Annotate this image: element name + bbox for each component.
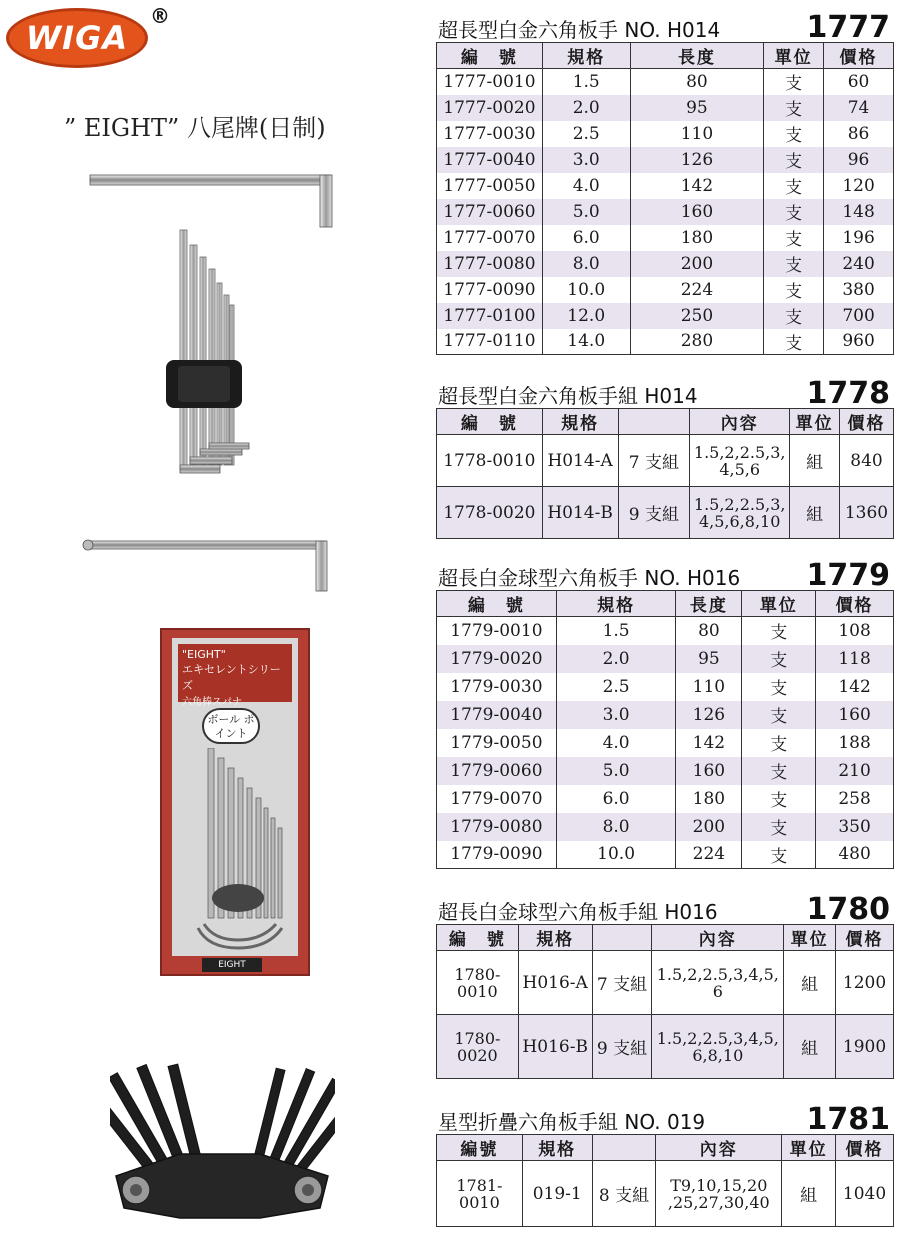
registered-mark: ® xyxy=(150,4,170,28)
cell-count: 9 支組 xyxy=(592,1015,652,1079)
col-header-contents: 內容 xyxy=(656,1135,782,1161)
section-title: 星型折疊六角板手組 NO. 019 xyxy=(438,1110,706,1134)
cell-unit: 支 xyxy=(764,95,824,121)
table-row xyxy=(437,147,894,173)
cell-unit: 支 xyxy=(764,199,824,225)
cell-price: 480 xyxy=(816,841,894,869)
table-header-row xyxy=(437,43,894,69)
col-header-spec: 規格 xyxy=(518,925,592,951)
logo-text: WIGA xyxy=(25,19,129,57)
cell-spec: 8.0 xyxy=(556,813,676,841)
cell-price: 188 xyxy=(816,729,894,757)
cell-code: 1779-0080 xyxy=(437,813,557,841)
cell-contents: 1.5,2,2.5,3,4,5, 6 xyxy=(652,951,784,1015)
table-body xyxy=(437,617,894,869)
section-header xyxy=(432,8,900,45)
ball-hex-key-package xyxy=(160,628,310,976)
table-row xyxy=(437,121,894,147)
cell-unit: 組 xyxy=(784,1015,836,1079)
table-header-row xyxy=(437,1135,894,1161)
col-header-count xyxy=(592,1135,656,1161)
price-table-1781 xyxy=(436,1134,894,1227)
table-row xyxy=(437,225,894,251)
section-header xyxy=(432,374,900,411)
cell-length: 160 xyxy=(630,199,764,225)
cell-price: 210 xyxy=(816,757,894,785)
brand-tagline: ” EIGHT” 八尾牌(日制) xyxy=(64,114,326,142)
section-title: 超長白金球型六角板手 NO. H016 xyxy=(438,566,741,590)
cell-code: 1779-0050 xyxy=(437,729,557,757)
table-body xyxy=(437,69,894,355)
cell-spec: 5.0 xyxy=(542,199,630,225)
cell-unit: 支 xyxy=(764,277,824,303)
table-body xyxy=(437,951,894,1079)
cell-price: 1360 xyxy=(839,487,893,539)
cell-code: 1777-0070 xyxy=(437,225,543,251)
table-row xyxy=(437,729,894,757)
cell-spec: H016-A xyxy=(518,951,592,1015)
table-body xyxy=(437,1161,894,1227)
cell-unit: 組 xyxy=(790,435,840,487)
col-header-unit: 單位 xyxy=(742,591,816,617)
cell-length: 126 xyxy=(630,147,764,173)
cell-price: 148 xyxy=(824,199,894,225)
cell-code: 1779-0030 xyxy=(437,673,557,701)
cell-contents: 1.5,2,2.5,3,4,5, 6,8,10 xyxy=(652,1015,784,1079)
cell-spec: 5.0 xyxy=(556,757,676,785)
col-header-spec: 規格 xyxy=(542,409,618,435)
folding-torx-key-set-image xyxy=(110,1058,335,1223)
col-header-length: 長度 xyxy=(676,591,742,617)
cell-spec: 14.0 xyxy=(542,329,630,355)
cell-code: 1779-0020 xyxy=(437,645,557,673)
col-header-unit: 單位 xyxy=(782,1135,836,1161)
cell-spec: 6.0 xyxy=(542,225,630,251)
col-header-unit: 單位 xyxy=(790,409,840,435)
cell-spec: 3.0 xyxy=(542,147,630,173)
cell-spec: 12.0 xyxy=(542,303,630,329)
cell-code: 1777-0030 xyxy=(437,121,543,147)
col-header-code: 編號 xyxy=(437,1135,523,1161)
col-header-price: 價格 xyxy=(836,925,894,951)
cell-code: 1779-0070 xyxy=(437,785,557,813)
cell-price: 96 xyxy=(824,147,894,173)
table-row xyxy=(437,95,894,121)
cell-length: 80 xyxy=(630,69,764,95)
col-header-contents: 內容 xyxy=(652,925,784,951)
cell-spec: 019-1 xyxy=(522,1161,592,1227)
cell-contents: T9,10,15,20 ,25,27,30,40 xyxy=(656,1161,782,1227)
cell-unit: 支 xyxy=(742,841,816,869)
table-row xyxy=(437,1015,894,1079)
cell-length: 126 xyxy=(676,701,742,729)
cell-unit: 支 xyxy=(742,785,816,813)
table-row xyxy=(437,251,894,277)
package-header xyxy=(178,644,292,708)
cell-count: 7 支組 xyxy=(592,951,652,1015)
section-number: 1781 xyxy=(806,1102,890,1137)
cell-count: 8 支組 xyxy=(592,1161,656,1227)
cell-contents: 1.5,2,2.5,3, 4,5,6 xyxy=(690,435,790,487)
cell-unit: 支 xyxy=(742,617,816,645)
col-header-code: 編 號 xyxy=(437,43,543,69)
table-row xyxy=(437,813,894,841)
cell-price: 142 xyxy=(816,673,894,701)
table-row xyxy=(437,173,894,199)
cell-spec: 4.0 xyxy=(542,173,630,199)
cell-unit: 組 xyxy=(782,1161,836,1227)
cell-price: 380 xyxy=(824,277,894,303)
section-number: 1778 xyxy=(806,376,890,411)
col-header-code: 編 號 xyxy=(437,591,557,617)
cell-contents: 1.5,2,2.5,3, 4,5,6,8,10 xyxy=(690,487,790,539)
cell-spec: 2.0 xyxy=(556,645,676,673)
table-header-row xyxy=(437,925,894,951)
cell-price: 86 xyxy=(824,121,894,147)
section-1777 xyxy=(432,8,900,355)
cell-length: 224 xyxy=(676,841,742,869)
cell-code: 1777-0020 xyxy=(437,95,543,121)
cell-code: 1781- 0010 xyxy=(437,1161,523,1227)
package-brand: "EIGHT" xyxy=(182,648,226,661)
cell-unit: 支 xyxy=(764,303,824,329)
table-row xyxy=(437,277,894,303)
cell-code: 1779-0090 xyxy=(437,841,557,869)
cell-spec: 2.0 xyxy=(542,95,630,121)
col-header-code: 編 號 xyxy=(437,925,519,951)
cell-code: 1780- 0020 xyxy=(437,1015,519,1079)
table-row xyxy=(437,329,894,355)
cell-code: 1777-0100 xyxy=(437,303,543,329)
cell-unit: 支 xyxy=(742,757,816,785)
package-ball-point-label: ボール ポイント xyxy=(202,708,260,744)
section-header xyxy=(432,890,900,927)
cell-code: 1780- 0010 xyxy=(437,951,519,1015)
cell-price: 1900 xyxy=(836,1015,894,1079)
cell-length: 95 xyxy=(630,95,764,121)
cell-length: 142 xyxy=(630,173,764,199)
table-row xyxy=(437,617,894,645)
cell-price: 840 xyxy=(839,435,893,487)
cell-code: 1777-0110 xyxy=(437,329,543,355)
col-header-code: 編 號 xyxy=(437,409,543,435)
col-header-price: 價格 xyxy=(824,43,894,69)
cell-unit: 支 xyxy=(764,225,824,251)
cell-spec: 1.5 xyxy=(542,69,630,95)
section-1779 xyxy=(432,556,900,869)
ball-hex-key-image xyxy=(80,535,340,595)
cell-spec: H016-B xyxy=(518,1015,592,1079)
cell-spec: 1.5 xyxy=(556,617,676,645)
table-row xyxy=(437,199,894,225)
cell-length: 160 xyxy=(676,757,742,785)
cell-code: 1777-0080 xyxy=(437,251,543,277)
cell-length: 110 xyxy=(676,673,742,701)
col-header-count xyxy=(618,409,690,435)
cell-spec: 3.0 xyxy=(556,701,676,729)
cell-price: 196 xyxy=(824,225,894,251)
section-title: 超長型白金六角板手 NO. H014 xyxy=(438,18,721,42)
section-1781 xyxy=(432,1100,900,1227)
table-row xyxy=(437,303,894,329)
package-bottom-logo: EIGHT xyxy=(202,958,262,972)
table-row xyxy=(437,757,894,785)
cell-spec: 2.5 xyxy=(556,673,676,701)
cell-price: 1200 xyxy=(836,951,894,1015)
table-row xyxy=(437,951,894,1015)
section-header xyxy=(432,1100,900,1137)
cell-price: 160 xyxy=(816,701,894,729)
cell-length: 110 xyxy=(630,121,764,147)
section-number: 1777 xyxy=(806,10,890,45)
cell-length: 142 xyxy=(676,729,742,757)
cell-length: 80 xyxy=(676,617,742,645)
cell-length: 280 xyxy=(630,329,764,355)
table-row xyxy=(437,701,894,729)
cell-spec: 6.0 xyxy=(556,785,676,813)
cell-length: 180 xyxy=(676,785,742,813)
cell-unit: 支 xyxy=(764,69,824,95)
cell-unit: 支 xyxy=(764,251,824,277)
cell-price: 60 xyxy=(824,69,894,95)
table-row xyxy=(437,1161,894,1227)
package-keys-image xyxy=(178,748,292,958)
cell-price: 350 xyxy=(816,813,894,841)
cell-price: 108 xyxy=(816,617,894,645)
col-header-price: 價格 xyxy=(839,409,893,435)
left-column xyxy=(0,0,432,1249)
col-header-count xyxy=(592,925,652,951)
cell-length: 250 xyxy=(630,303,764,329)
cell-spec: 8.0 xyxy=(542,251,630,277)
cell-price: 1040 xyxy=(836,1161,894,1227)
cell-unit: 支 xyxy=(764,121,824,147)
cell-code: 1779-0040 xyxy=(437,701,557,729)
price-table-1780 xyxy=(436,924,894,1079)
cell-count: 9 支組 xyxy=(618,487,690,539)
cell-price: 120 xyxy=(824,173,894,199)
section-1780 xyxy=(432,890,900,1079)
right-column xyxy=(432,0,900,1249)
cell-price: 74 xyxy=(824,95,894,121)
cell-spec: 4.0 xyxy=(556,729,676,757)
cell-unit: 支 xyxy=(742,729,816,757)
cell-unit: 支 xyxy=(764,147,824,173)
cell-code: 1777-0010 xyxy=(437,69,543,95)
table-body xyxy=(437,435,894,539)
cell-price: 118 xyxy=(816,645,894,673)
table-row xyxy=(437,69,894,95)
table-header-row xyxy=(437,409,894,435)
package-series: エキセレントシリーズ xyxy=(182,663,281,692)
cell-price: 700 xyxy=(824,303,894,329)
table-row xyxy=(437,435,894,487)
table-row xyxy=(437,487,894,539)
cell-unit: 支 xyxy=(742,673,816,701)
cell-unit: 組 xyxy=(784,951,836,1015)
col-header-spec: 規格 xyxy=(556,591,676,617)
price-table-1778 xyxy=(436,408,894,539)
cell-count: 7 支組 xyxy=(618,435,690,487)
cell-unit: 支 xyxy=(764,329,824,355)
cell-length: 200 xyxy=(676,813,742,841)
table-row xyxy=(437,673,894,701)
col-header-unit: 單位 xyxy=(764,43,824,69)
cell-unit: 支 xyxy=(764,173,824,199)
section-number: 1780 xyxy=(806,892,890,927)
section-1778 xyxy=(432,374,900,539)
hex-key-set-image xyxy=(80,165,340,505)
cell-code: 1777-0050 xyxy=(437,173,543,199)
table-row xyxy=(437,785,894,813)
cell-code: 1777-0040 xyxy=(437,147,543,173)
cell-unit: 支 xyxy=(742,701,816,729)
col-header-contents: 內容 xyxy=(690,409,790,435)
cell-unit: 組 xyxy=(790,487,840,539)
price-table-1779 xyxy=(436,590,894,869)
cell-code: 1777-0060 xyxy=(437,199,543,225)
price-table-1777 xyxy=(436,42,894,355)
col-header-price: 價格 xyxy=(816,591,894,617)
section-title: 超長型白金六角板手組 H014 xyxy=(438,384,698,408)
cell-length: 224 xyxy=(630,277,764,303)
section-title: 超長白金球型六角板手組 H016 xyxy=(438,900,718,924)
col-header-spec: 規格 xyxy=(542,43,630,69)
table-header-row xyxy=(437,591,894,617)
table-row xyxy=(437,645,894,673)
package-subtitle: 六角棒スパナ xyxy=(182,697,242,708)
cell-length: 95 xyxy=(676,645,742,673)
col-header-price: 價格 xyxy=(836,1135,894,1161)
cell-unit: 支 xyxy=(742,813,816,841)
col-header-length: 長度 xyxy=(630,43,764,69)
cell-spec: 10.0 xyxy=(542,277,630,303)
cell-spec: H014-B xyxy=(542,487,618,539)
cell-code: 1777-0090 xyxy=(437,277,543,303)
section-header xyxy=(432,556,900,593)
section-number: 1779 xyxy=(806,558,890,593)
cell-price: 258 xyxy=(816,785,894,813)
cell-spec: 2.5 xyxy=(542,121,630,147)
cell-code: 1778-0010 xyxy=(437,435,543,487)
cell-length: 200 xyxy=(630,251,764,277)
col-header-spec: 規格 xyxy=(522,1135,592,1161)
wiga-logo xyxy=(6,8,148,68)
cell-code: 1778-0020 xyxy=(437,487,543,539)
table-row xyxy=(437,841,894,869)
package-card xyxy=(172,638,298,956)
cell-price: 960 xyxy=(824,329,894,355)
cell-price: 240 xyxy=(824,251,894,277)
cell-length: 180 xyxy=(630,225,764,251)
cell-unit: 支 xyxy=(742,645,816,673)
cell-spec: H014-A xyxy=(542,435,618,487)
col-header-unit: 單位 xyxy=(784,925,836,951)
cell-code: 1779-0010 xyxy=(437,617,557,645)
cell-spec: 10.0 xyxy=(556,841,676,869)
cell-code: 1779-0060 xyxy=(437,757,557,785)
